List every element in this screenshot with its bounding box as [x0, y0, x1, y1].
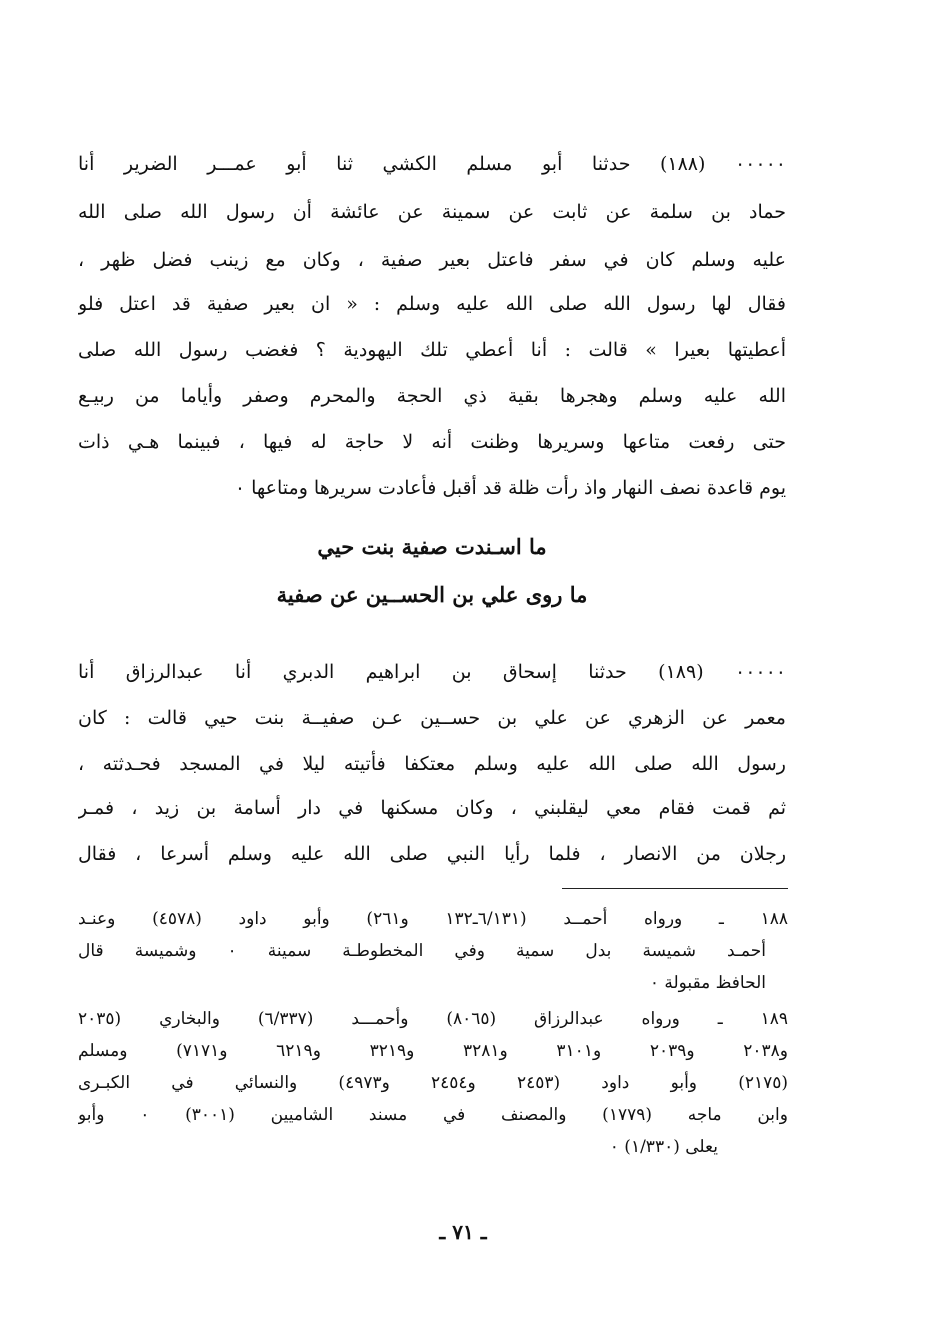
footnote-189-line: يعلى (١/٣٣٠) ٠	[609, 1137, 718, 1157]
hadith-188-line: حماد بن سلمة عن ثابت عن سمينة عن عائشة أن رسول الله صلى الله	[78, 201, 786, 223]
footnote-189-line: وابن ماجه (١٧٧٩) والمصنف في مسند الشاميين (٣٠٠١) ٠ وأبو	[78, 1105, 788, 1125]
hadith-188-line: فقال لها رسول الله صلى الله عليه وسلم : « ان بعير صفية قد اعتل فلو	[78, 293, 786, 315]
hadith-189-line: معمر عن الزهري عن علي بن حســين عـن صفيــة بنت حيي قالت : كان	[78, 707, 786, 729]
hadith-188-line: يوم قاعدة نصف النهار واذ رأت ظلة قد أقبل فأعادت سريرها ومتاعها ٠	[234, 477, 786, 499]
section-subheading: ما روى علي بن الحســين عن صفية	[276, 582, 588, 607]
page-number: ـ ٧١ ـ	[439, 1220, 487, 1244]
hadith-188-line: ٠٠٠٠٠ (١٨٨) حدثنا أبو مسلم الكشي ثنا أبو عمـــر الضرير أنا	[78, 153, 786, 175]
footnote-189-line: (٢١٧٥) وأبو داود (٢٤٥٣ و٢٤٥٤ و٤٩٧٣) والنسائي في الكبـرى	[78, 1073, 788, 1093]
hadith-188-line: أعطيتها بعيرا » قالت : أنا أعطي تلك اليهودية ؟ فغضب رسول الله صلى	[78, 339, 786, 361]
section-heading: ما اسـندت صفية بنت حيي	[317, 534, 547, 559]
hadith-188-line: الله عليه وسلم وهجرها بقية ذي الحجة والمحرم وصفر وأياما من ربيـع	[78, 385, 786, 407]
footnote-188-line: الحافظ مقبولة ٠	[649, 973, 766, 993]
hadith-188-line: حتى رفعت متاعها وسريرها وظنت أنه لا حاجة له فيها ، فبينما هـي ذات	[78, 431, 786, 453]
hadith-189-line: رسول الله صلى الله عليه وسلم معتكفا فأتيته ليلا في المسجد فحـدثته ،	[78, 753, 786, 775]
footnote-189-line: و٢٠٣٨ و٢٠٣٩ و٣١٠١ و٣٢٨١ و٣٢١٩ و٦٢١٩ و٧١٧١) ومسلم	[78, 1041, 788, 1061]
footnote-188-line: ١٨٨ ـ ورواه أحمــد (٦/١٣١ـ١٣٢ و٢٦١) وأبو داود (٤٥٧٨) وعنـد	[78, 909, 788, 929]
footnote-188-line: أحمـد شميسة بدل سمية وفي المخطوطـة سمينة ٠ وشميسة قال	[78, 941, 766, 961]
hadith-189-line: رجلان من الانصار ، فلما رأيا النبي صلى الله عليه وسلم أسرعا ، فقال	[78, 843, 786, 865]
hadith-189-line: ٠٠٠٠٠ (١٨٩) حدثنا إسحاق بن ابراهيم الدبري أنا عبدالرزاق أنا	[78, 661, 786, 683]
hadith-189-line: ثم قمت فقام معي ليقلبني ، وكان مسكنها في دار أسامة بن زيد ، فمـر	[78, 797, 786, 819]
footnote-189-line: ١٨٩ ـ ورواه عبدالرزاق (٨٠٦٥) وأحمـــد (٦/٣٣٧) والبخاري (٢٠٣٥	[78, 1009, 788, 1029]
footnote-separator	[562, 888, 788, 889]
hadith-188-line: عليه وسلم كان في سفر فاعتل بعير صفية ، وكان مع زينب فضل ظهر ،	[78, 249, 786, 271]
